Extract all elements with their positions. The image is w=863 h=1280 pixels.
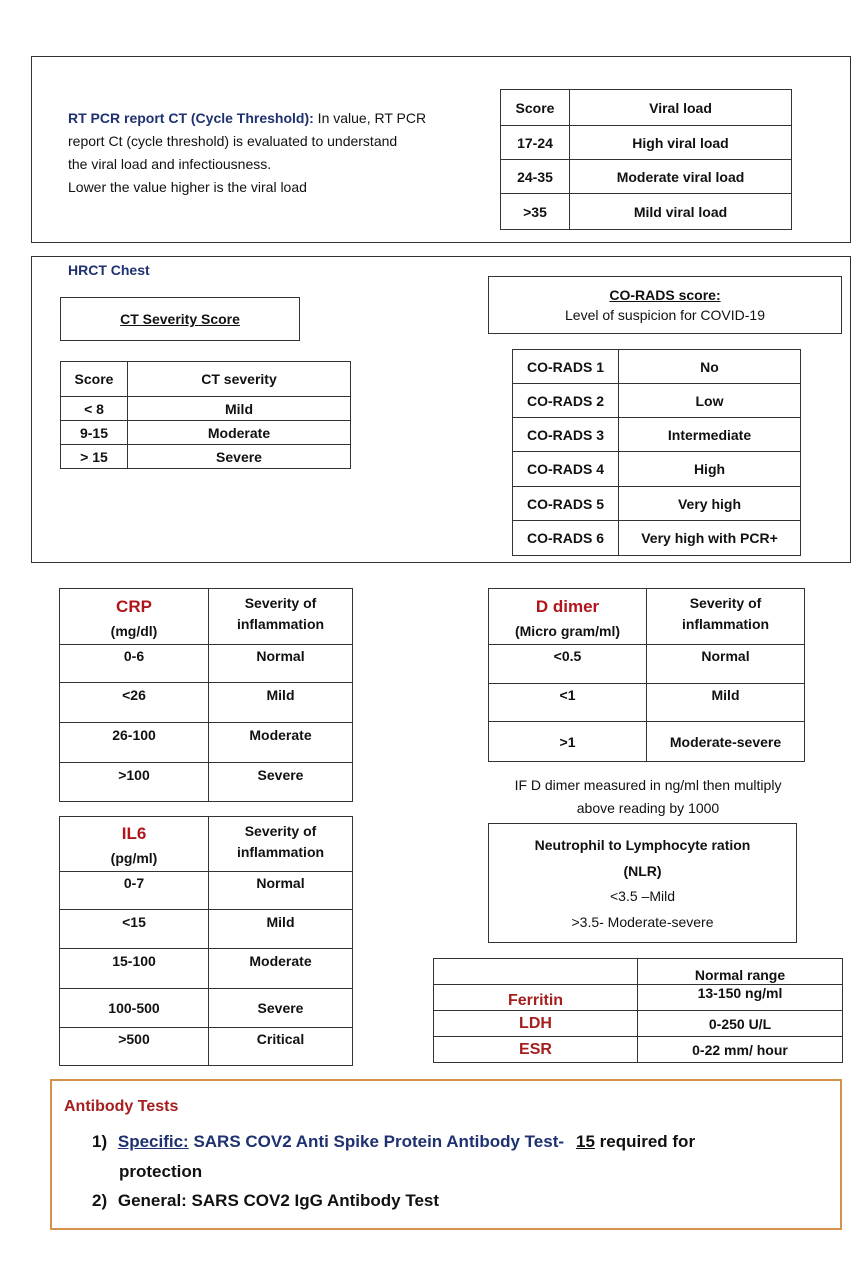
antibody-item1-tail: required for	[594, 1132, 696, 1151]
crp-cell: 0-6	[60, 645, 209, 683]
antibody-item1-value: 15	[576, 1132, 595, 1151]
il6-cell: 0-7	[60, 872, 209, 910]
ddimer-header2a: Severity of	[689, 595, 762, 611]
crp-name: CRP	[116, 596, 152, 616]
corads-title: CO-RADS score:	[609, 287, 721, 303]
nlr-box	[488, 823, 797, 943]
rtpcr-line3: the viral load and infectiousness.	[68, 156, 272, 172]
crp-header	[60, 589, 209, 645]
antibody-item1-text: SARS COV2 Anti Spike Protein Antibody Test-	[188, 1132, 565, 1151]
corads-cell: CO-RADS 6	[513, 521, 619, 556]
ct-severity-title-box	[60, 297, 300, 341]
range-header: Normal range	[638, 959, 843, 985]
il6-cell: <15	[60, 910, 209, 949]
il6-cell: Normal	[209, 872, 353, 910]
il6-header	[60, 817, 209, 872]
ddimer-table	[488, 588, 805, 762]
ct-table-header-score: Score	[61, 362, 128, 397]
range-value: 13-150 ng/ml	[638, 985, 843, 1011]
corads-cell: Very high with PCR+	[619, 521, 801, 556]
crp-header2b: inflammation	[236, 616, 325, 632]
viral-table-cell: Mild viral load	[570, 194, 792, 230]
viral-table-cell: Moderate viral load	[570, 160, 792, 194]
crp-header2a: Severity of	[244, 595, 317, 611]
crp-cell: Normal	[209, 645, 353, 683]
ct-table-header-severity: CT severity	[128, 362, 351, 397]
il6-header2a: Severity of	[244, 823, 317, 839]
viral-table-cell: 24-35	[501, 160, 570, 194]
il6-table	[59, 816, 353, 1066]
ct-severity-table	[60, 361, 351, 469]
ct-table-cell: Severe	[128, 445, 351, 469]
antibody-item1-label: Specific:	[117, 1132, 189, 1151]
rtpcr-line2: report Ct (cycle threshold) is evaluated to understand	[68, 133, 398, 149]
rtpcr-line4: Lower the value higher is the viral load	[68, 179, 307, 195]
il6-cell: >500	[60, 1028, 209, 1066]
range-header-empty	[434, 959, 638, 985]
corads-cell: CO-RADS 2	[513, 384, 619, 418]
rtpcr-lead: RT PCR report CT (Cycle Threshold):	[68, 110, 314, 126]
viral-table-header-load: Viral load	[570, 90, 792, 126]
ct-table-cell: 9-15	[61, 421, 128, 445]
viral-table-header-score: Score	[501, 90, 570, 126]
il6-header2b: inflammation	[236, 844, 325, 860]
antibody-item1-num: 1)	[92, 1132, 108, 1151]
corads-cell: Low	[619, 384, 801, 418]
il6-cell: Moderate	[209, 949, 353, 989]
nlr-title1: Neutrophil to Lymphocyte ration	[534, 837, 751, 853]
ddimer-unit: (Micro gram/ml)	[514, 622, 620, 639]
ddimer-cell: Moderate-severe	[647, 722, 805, 762]
ddimer-note	[488, 774, 808, 820]
crp-cell: 26-100	[60, 723, 209, 763]
corads-cell: CO-RADS 5	[513, 487, 619, 521]
nlr-line1: <3.5 –Mild	[610, 888, 675, 904]
corads-title-box	[488, 276, 842, 334]
corads-cell: CO-RADS 3	[513, 418, 619, 452]
viral-table-cell: >35	[501, 194, 570, 230]
ddimer-cell: <1	[489, 684, 647, 722]
corads-cell: High	[619, 452, 801, 487]
corads-cell: CO-RADS 1	[513, 350, 619, 384]
crp-table	[59, 588, 353, 802]
crp-severity-header	[209, 589, 353, 645]
ddimer-note1: IF D dimer measured in ng/ml then multiply	[514, 777, 782, 793]
il6-name: IL6	[121, 824, 147, 843]
crp-cell: <26	[60, 683, 209, 723]
il6-cell: Critical	[209, 1028, 353, 1066]
range-value: 0-250 U/L	[638, 1011, 843, 1037]
il6-cell: 15-100	[60, 949, 209, 989]
viral-table-cell: High viral load	[570, 126, 792, 160]
ct-severity-title: CT Severity Score	[120, 311, 240, 327]
corads-cell: CO-RADS 4	[513, 452, 619, 487]
il6-cell: 100-500	[60, 989, 209, 1028]
rtpcr-text1: In value, RT PCR	[313, 110, 427, 126]
antibody-title: Antibody Tests	[64, 1098, 179, 1115]
crp-unit: (mg/dl)	[110, 622, 158, 639]
nlr-title2: (NLR)	[623, 862, 662, 879]
viral-table-cell: 17-24	[501, 126, 570, 160]
hrct-title: HRCT Chest	[68, 262, 150, 278]
normal-range-table	[433, 958, 843, 1063]
antibody-item1-line2: protection	[119, 1162, 203, 1181]
ct-table-cell: > 15	[61, 445, 128, 469]
ddimer-cell: >1	[489, 722, 647, 762]
ddimer-header2b: inflammation	[681, 616, 770, 632]
antibody-item2-text: General: SARS COV2 IgG Antibody Test	[117, 1191, 440, 1210]
ct-table-cell: Moderate	[128, 421, 351, 445]
antibody-item-2	[92, 1186, 439, 1216]
antibody-item2-num: 2)	[92, 1191, 108, 1210]
corads-table	[512, 349, 801, 556]
il6-severity-header	[209, 817, 353, 872]
antibody-item-1	[92, 1127, 812, 1187]
corads-subtitle: Level of suspicion for COVID-19	[565, 307, 765, 323]
crp-cell: Moderate	[209, 723, 353, 763]
corads-cell: No	[619, 350, 801, 384]
ddimer-note2: above reading by 1000	[576, 800, 720, 816]
range-test-name: ESR	[434, 1037, 638, 1063]
range-test-name: LDH	[434, 1011, 638, 1037]
viral-load-table	[500, 89, 792, 230]
range-test-name: Ferritin	[434, 985, 638, 1011]
ddimer-cell: <0.5	[489, 645, 647, 684]
il6-cell: Severe	[209, 989, 353, 1028]
ct-table-cell: Mild	[128, 397, 351, 421]
corads-cell: Very high	[619, 487, 801, 521]
nlr-line2: >3.5- Moderate-severe	[571, 913, 714, 930]
crp-cell: >100	[60, 763, 209, 802]
rtpcr-description	[68, 107, 488, 199]
crp-cell: Mild	[209, 683, 353, 723]
ddimer-severity-header	[647, 589, 805, 645]
range-value: 0-22 mm/ hour	[638, 1037, 843, 1063]
corads-cell: Intermediate	[619, 418, 801, 452]
ddimer-cell: Mild	[647, 684, 805, 722]
crp-cell: Severe	[209, 763, 353, 802]
ddimer-cell: Normal	[647, 645, 805, 684]
ddimer-name: D dimer	[535, 596, 600, 616]
il6-cell: Mild	[209, 910, 353, 949]
il6-unit: (pg/ml)	[110, 850, 158, 866]
ct-table-cell: < 8	[61, 397, 128, 421]
ddimer-header	[489, 589, 647, 645]
